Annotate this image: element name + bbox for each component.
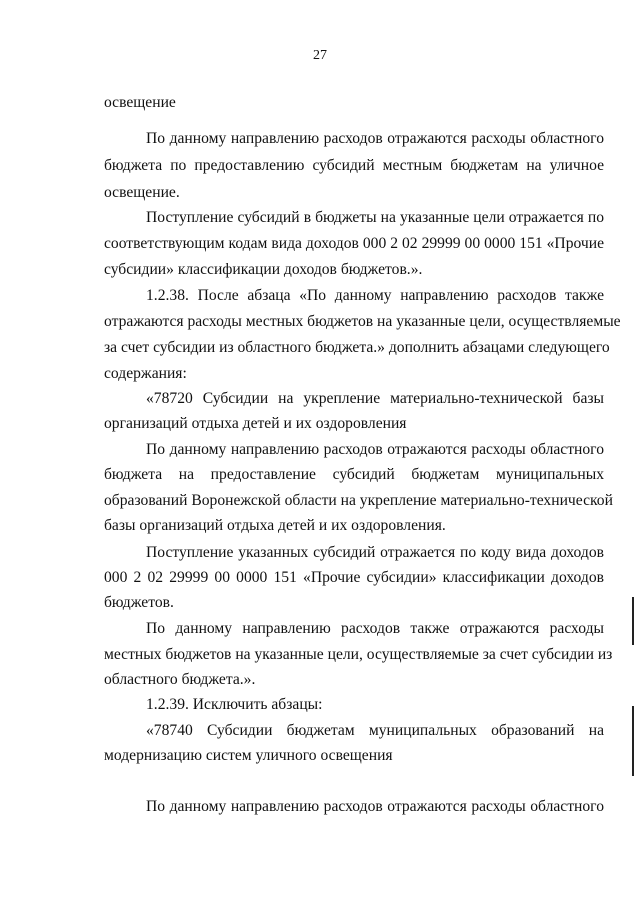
text-line: местных бюджетов на указанные цели, осуществляемые за счет субсидии из — [104, 646, 613, 663]
text-line: 1.2.38. После абзаца «По данному направлению расходов также — [146, 287, 604, 304]
text-line: организаций отдыха детей и их оздоровления — [104, 415, 407, 432]
text-line: соответствующим кодам вида доходов 000 2 02 29999 00 0000 151 «Прочие — [104, 235, 604, 252]
text-line: образований Воронежской области на укрепление материально-технической — [104, 492, 613, 509]
text-line: бюджета по предоставлению субсидий местным бюджетам на уличное — [104, 157, 604, 174]
text-line: Поступление субсидий в бюджеты на указанные цели отражается по — [146, 209, 604, 226]
scan-edge-mark — [632, 706, 634, 776]
text-line: По данному направлению расходов также отражаются расходы — [146, 620, 604, 637]
text-line: 000 2 02 29999 00 0000 151 «Прочие субсидии» классификации доходов — [104, 569, 604, 586]
text-line: 1.2.39. Исключить абзацы: — [146, 696, 323, 713]
text-line: бюджета на предоставление субсидий бюджетам муниципальных — [104, 466, 604, 483]
text-line: базы организаций отдыха детей и их оздоровления. — [104, 517, 446, 534]
text-line: «78720 Субсидии на укрепление материально-технической базы — [146, 390, 604, 407]
text-line: областного бюджета.». — [104, 671, 256, 688]
page-number: 27 — [313, 48, 327, 63]
text-line: субсидии» классификации доходов бюджетов.». — [104, 261, 423, 278]
text-line: отражаются расходы местных бюджетов на указанные цели, осуществляемые — [104, 313, 621, 330]
text-line: за счет субсидии из областного бюджета.» дополнить абзацами следующего — [104, 339, 610, 356]
text-line: «78740 Субсидии бюджетам муниципальных образований на — [146, 722, 604, 739]
text-line: По данному направлению расходов отражаются расходы областного — [146, 130, 604, 147]
text-line: По данному направлению расходов отражаются расходы областного — [146, 798, 604, 815]
text-line: модернизацию систем уличного освещения — [104, 747, 393, 764]
text-line: освещение. — [104, 184, 180, 201]
text-line: содержания: — [104, 365, 187, 382]
text-line: По данному направлению расходов отражаются расходы областного — [146, 441, 604, 458]
text-line: бюджетов. — [104, 594, 174, 611]
scan-edge-mark — [632, 597, 634, 645]
text-line: Поступление указанных субсидий отражается по коду вида доходов — [146, 544, 604, 561]
text-line: освещение — [104, 94, 176, 111]
